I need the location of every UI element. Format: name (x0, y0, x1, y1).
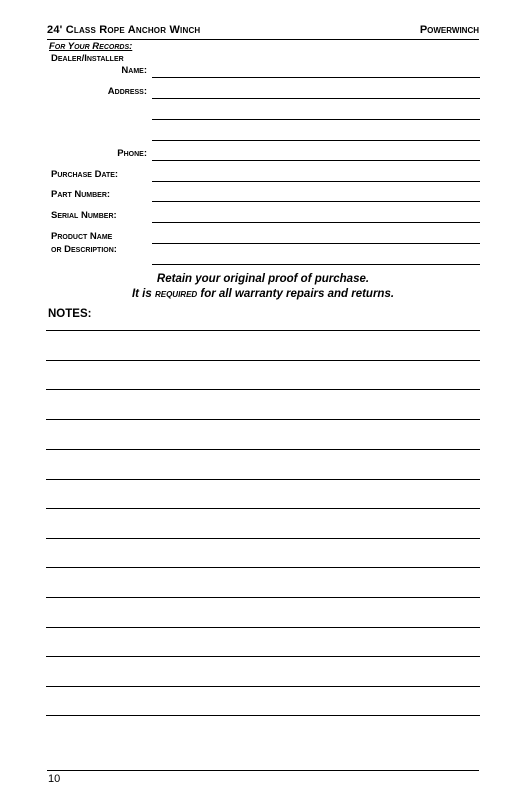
warranty-notice-end: for all warranty repairs and returns. (200, 288, 395, 300)
serial-number-label: Serial Number: (51, 210, 117, 221)
address-field-line-2[interactable] (152, 119, 480, 120)
page-number: 10 (48, 773, 61, 785)
notes-line[interactable] (46, 360, 480, 361)
brand-name: Powerwinch (419, 24, 479, 36)
notes-line[interactable] (46, 330, 480, 331)
notes-line[interactable] (46, 686, 480, 687)
notes-line[interactable] (46, 627, 480, 628)
notes-heading: NOTES: (48, 308, 92, 320)
product-description-label: or Description: (51, 244, 117, 255)
warranty-notice-start: It is (131, 288, 152, 300)
name-field-line[interactable] (152, 77, 480, 78)
notes-line[interactable] (46, 508, 480, 509)
product-name-label: Product Name (51, 231, 113, 242)
notes-line[interactable] (46, 538, 480, 539)
part-number-field-line[interactable] (152, 201, 480, 202)
part-number-label: Part Number: (51, 189, 111, 200)
notes-line[interactable] (46, 567, 480, 568)
warranty-notice (47, 287, 479, 301)
address-label: Address: (107, 86, 147, 97)
dealer-installer-label: Dealer/Installer (51, 53, 124, 64)
notes-line[interactable] (46, 715, 480, 716)
notes-line[interactable] (46, 449, 480, 450)
serial-number-field-line[interactable] (152, 222, 480, 223)
notes-line[interactable] (46, 389, 480, 390)
name-label: Name: (121, 65, 147, 76)
phone-field-line[interactable] (152, 160, 480, 161)
phone-label: Phone: (117, 148, 147, 159)
notes-line[interactable] (46, 597, 480, 598)
notes-line[interactable] (46, 656, 480, 657)
product-name-field-line-2[interactable] (152, 264, 480, 265)
purchase-date-label: Purchase Date: (51, 169, 119, 180)
section-title: For Your Records: (49, 41, 133, 52)
manual-title: 24' Class Rope Anchor Winch (47, 24, 201, 36)
notes-line[interactable] (46, 419, 480, 420)
purchase-date-field-line[interactable] (152, 181, 480, 182)
page-header (47, 24, 479, 40)
proof-of-purchase-notice: Retain your original proof of purchase. (156, 273, 370, 285)
header-divider (47, 39, 479, 40)
warranty-notice-emphasis: required (154, 288, 198, 300)
address-field-line-1[interactable] (152, 98, 480, 99)
address-field-line-3[interactable] (152, 140, 480, 141)
notes-line[interactable] (46, 479, 480, 480)
footer-divider (47, 770, 479, 771)
product-name-field-line-1[interactable] (152, 243, 480, 244)
